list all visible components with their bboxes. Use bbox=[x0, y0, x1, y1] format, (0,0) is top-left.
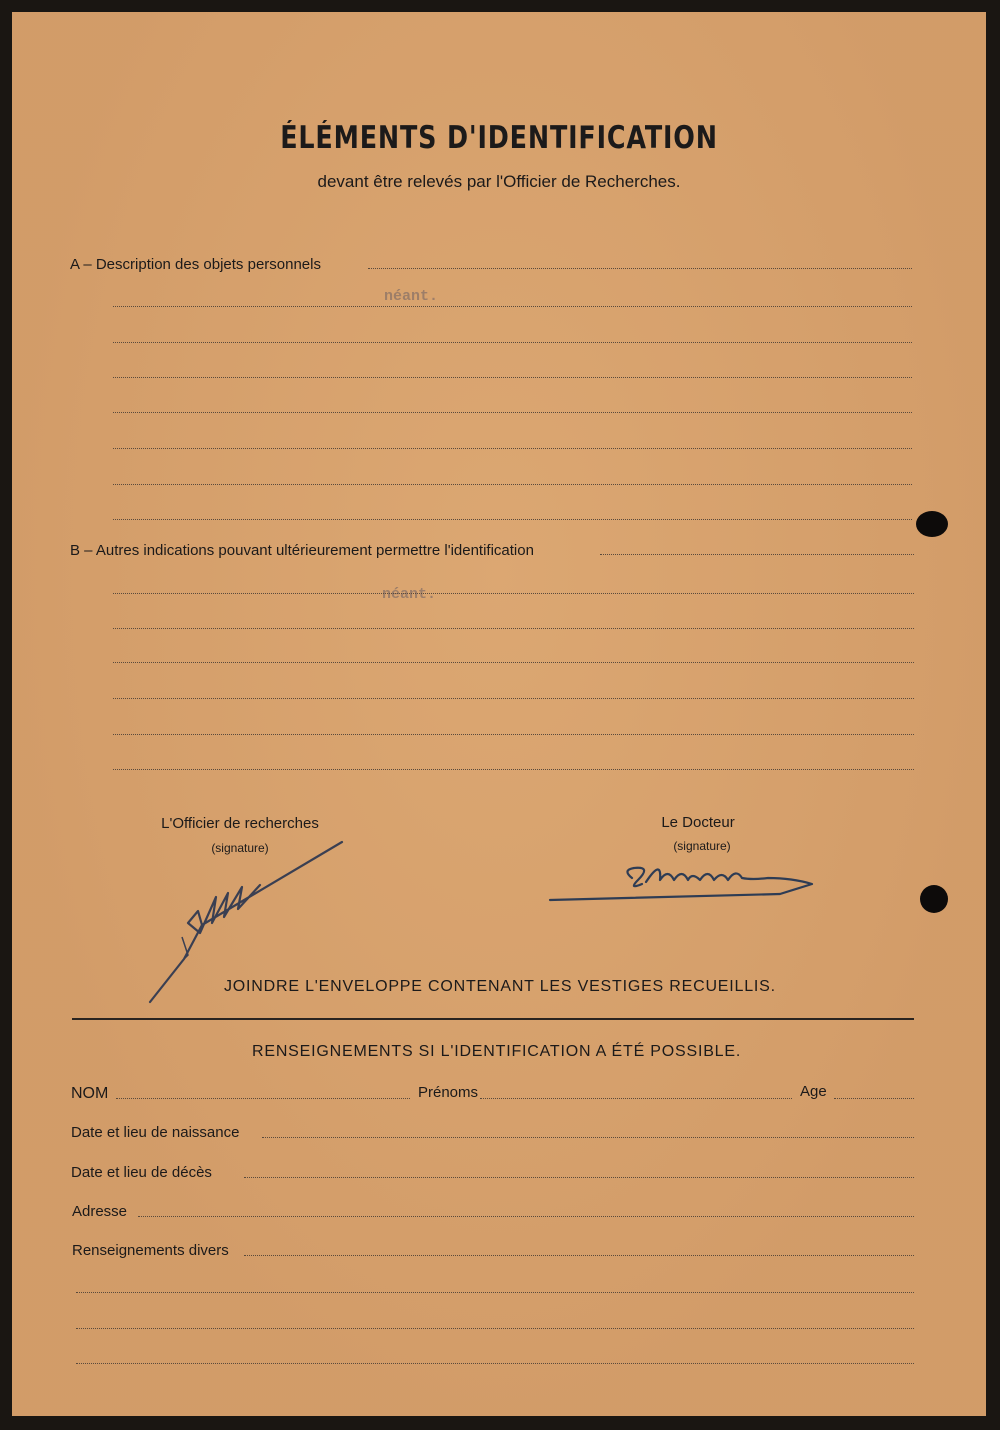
punch-hole-top bbox=[916, 511, 948, 537]
section-a-line-5[interactable] bbox=[113, 412, 912, 413]
section-a-line-7[interactable] bbox=[113, 484, 912, 485]
section-b-line-6[interactable] bbox=[113, 734, 914, 735]
officer-signature-note: (signature) bbox=[211, 841, 269, 855]
section-b-line-5[interactable] bbox=[113, 698, 914, 699]
deces-label: Date et lieu de décès bbox=[71, 1164, 212, 1181]
instruction-text: JOINDRE L'ENVELOPPE CONTENANT LES VESTIGES RECUEILLIS. bbox=[224, 978, 776, 995]
section-a-line-2[interactable] bbox=[113, 306, 912, 307]
punch-hole-bottom bbox=[920, 885, 948, 913]
age-label: Age bbox=[800, 1083, 827, 1100]
section-a-typed-value: néant. bbox=[384, 288, 439, 305]
officer-caption: L'Officier de recherches bbox=[161, 815, 319, 832]
section-a-line-6[interactable] bbox=[113, 448, 912, 449]
section-b-line-1[interactable] bbox=[600, 554, 914, 555]
prenoms-label: Prénoms bbox=[418, 1084, 479, 1101]
section-a-line-8[interactable] bbox=[113, 519, 912, 520]
section-divider bbox=[72, 1018, 914, 1020]
doctor-signature bbox=[542, 850, 862, 910]
prenoms-field[interactable] bbox=[480, 1098, 792, 1099]
page-title: ÉLÉMENTS D'IDENTIFICATION bbox=[280, 120, 718, 156]
age-field[interactable] bbox=[834, 1098, 914, 1099]
section-a-line-4[interactable] bbox=[113, 377, 912, 378]
section-b-line-3[interactable] bbox=[113, 628, 914, 629]
nom-field[interactable] bbox=[116, 1098, 410, 1099]
divers-field-2[interactable] bbox=[76, 1292, 914, 1293]
section-b-line-7[interactable] bbox=[113, 769, 914, 770]
deces-field[interactable] bbox=[244, 1177, 914, 1178]
divers-field-1[interactable] bbox=[244, 1255, 914, 1256]
section-a-line-3[interactable] bbox=[113, 342, 912, 343]
nom-label: NOM bbox=[71, 1085, 109, 1102]
divers-field-3[interactable] bbox=[76, 1328, 914, 1329]
section-a-label: A – Description des objets personnels bbox=[70, 256, 321, 273]
page-subtitle: devant être relevés par l'Officier de Recherches. bbox=[317, 172, 681, 191]
naissance-field[interactable] bbox=[262, 1137, 914, 1138]
divers-field-4[interactable] bbox=[76, 1363, 914, 1364]
divers-label: Renseignements divers bbox=[72, 1242, 229, 1259]
identification-heading: RENSEIGNEMENTS SI L'IDENTIFICATION A ÉTÉ POSSIBLE. bbox=[252, 1043, 742, 1060]
section-b-line-2[interactable] bbox=[113, 593, 914, 594]
section-b-label: B – Autres indications pouvant ultérieurement permettre l'identification bbox=[70, 542, 534, 559]
section-a-line-1[interactable] bbox=[368, 268, 912, 269]
adresse-label: Adresse bbox=[72, 1203, 128, 1220]
form-sheet bbox=[12, 12, 986, 1416]
section-b-line-4[interactable] bbox=[113, 662, 914, 663]
naissance-label: Date et lieu de naissance bbox=[71, 1124, 240, 1141]
section-b-typed-value: néant. bbox=[382, 586, 437, 603]
adresse-field[interactable] bbox=[138, 1216, 914, 1217]
doctor-signature-note: (signature) bbox=[673, 839, 731, 853]
doctor-caption: Le Docteur bbox=[661, 814, 735, 831]
